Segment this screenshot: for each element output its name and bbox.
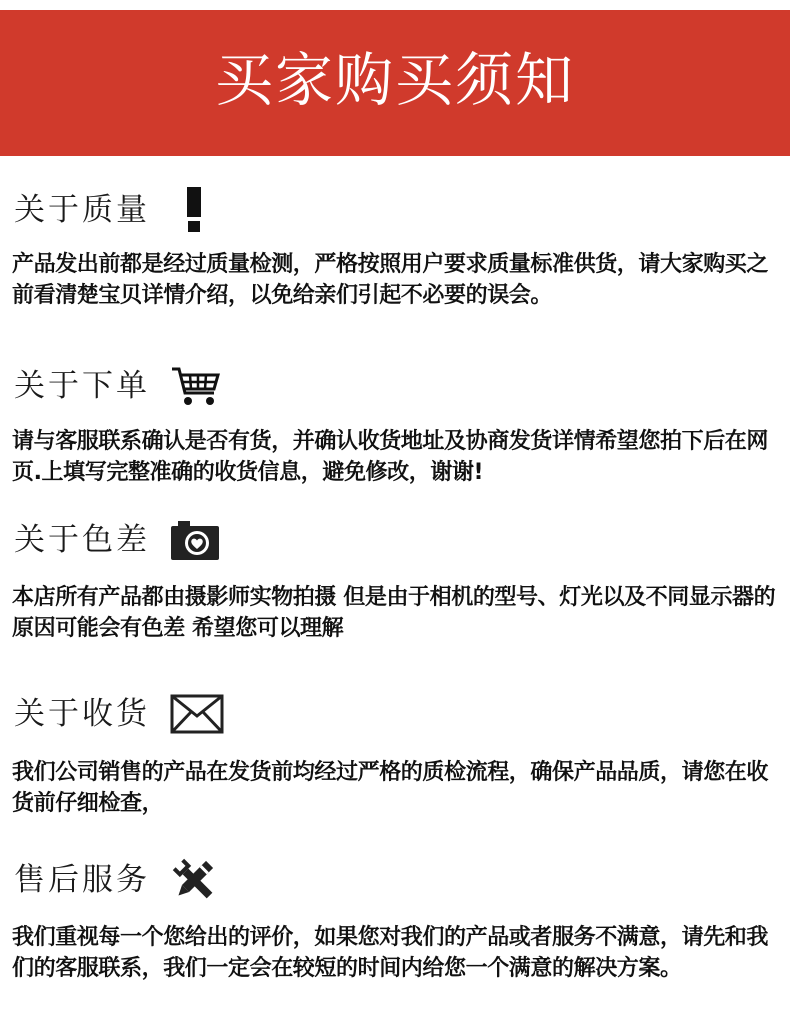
section-heading: 关于质量 xyxy=(14,191,150,228)
tools-icon xyxy=(170,856,218,904)
shopping-cart-icon xyxy=(170,363,222,409)
section-quality-text: 产品发出前都是经过质量检测，严格按照用户要求质量标准供货，请大家购买之前看清楚宝贝详情介绍，以免给亲们引起不必要的误会。 xyxy=(12,252,769,308)
section-heading: 关于收货 xyxy=(14,695,150,732)
section-order-text: 请与客服联系确认是否有货，并确认收货地址及协商发货详情希望您拍下后在网页.上填写完整准确的收货信息，避免修改，谢谢! xyxy=(12,429,769,485)
section-heading: 售后服务 xyxy=(14,861,150,898)
section-quality-header xyxy=(14,186,204,234)
camera-icon xyxy=(170,519,220,561)
section-heading: 关于色差 xyxy=(14,521,150,558)
section-receive-header xyxy=(14,694,224,734)
exclamation-icon xyxy=(184,186,204,234)
title-banner xyxy=(0,10,790,156)
section-color-text: 本店所有产品都由摄影师实物拍摄 但是由于相机的型号、灯光以及不同显示器的原因可能会有色差 希望您可以理解 xyxy=(12,585,776,641)
envelope-icon xyxy=(170,694,224,734)
section-color-header xyxy=(14,519,220,561)
section-order-header xyxy=(14,363,222,409)
section-receive-text: 我们公司销售的产品在发货前均经过严格的质检流程，确保产品品质，请您在收货前仔细检查， xyxy=(12,760,769,816)
section-service-header xyxy=(14,856,218,904)
section-service-text: 我们重视每一个您给出的评价，如果您对我们的产品或者服务不满意，请先和我们的客服联系，我们一定会在较短的时间内给您一个满意的解决方案。 xyxy=(12,925,769,981)
section-heading: 关于下单 xyxy=(14,367,150,404)
page-title: 买家购买须知 xyxy=(214,46,575,114)
